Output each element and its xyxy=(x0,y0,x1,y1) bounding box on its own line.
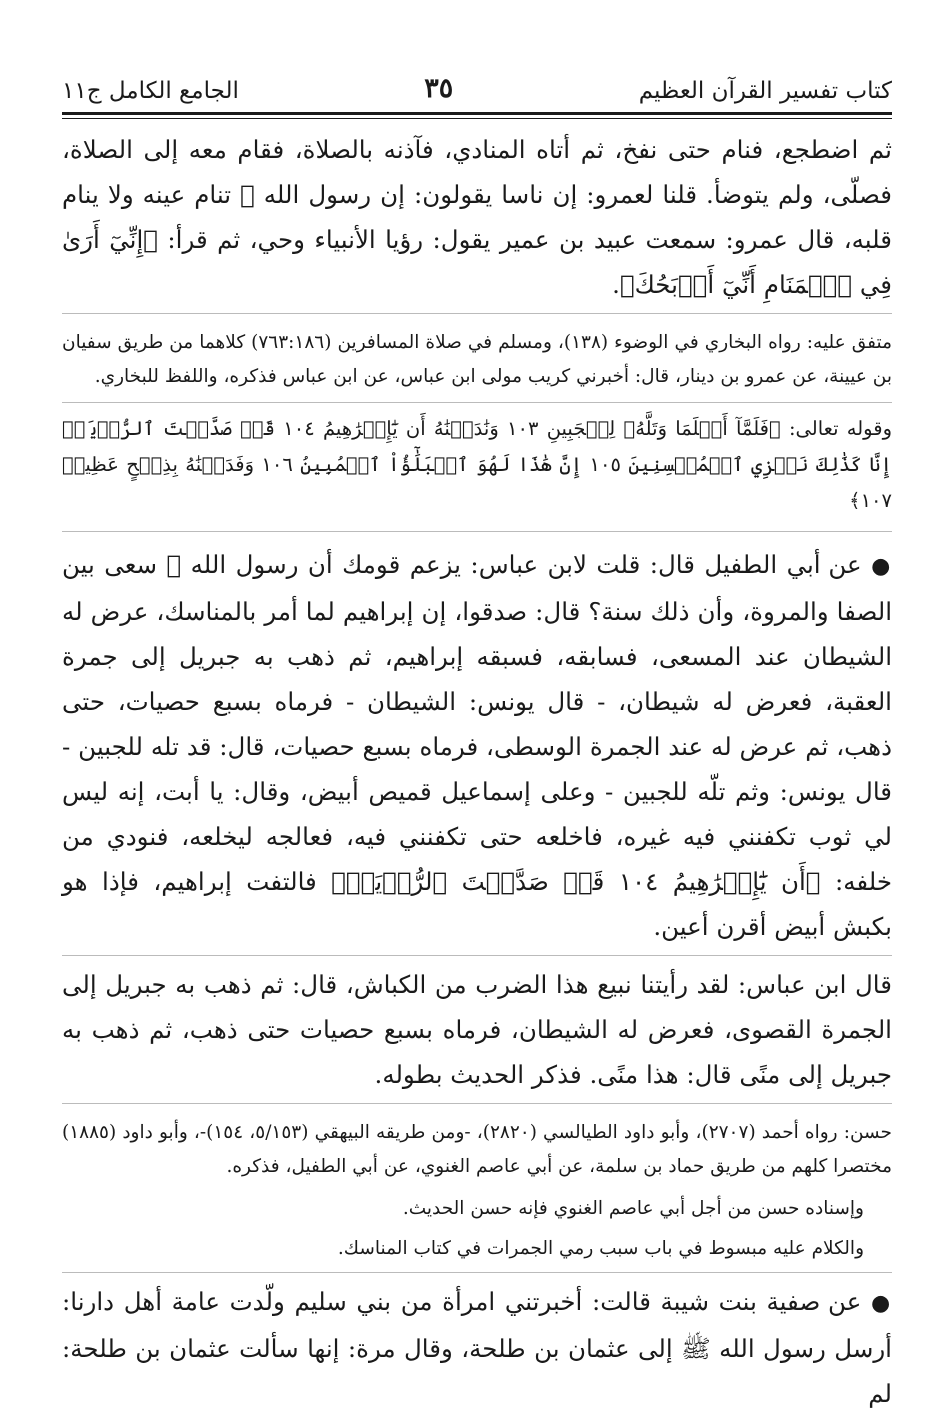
quran-verse-block: وقوله تعالى: ﴿فَلَمَّآ أَسۡلَمَا وَتَلَّهُۥ لِلۡجَبِينِ ١٠٣ وَنَٰدَيۡنَٰهُ أَن يَٰٓإِبۡرَٰهِيمُ ١٠٤ قَدۡ صَدَّقۡتَ ٱلرُّءۡيَآۚ إِنَّا كَذَٰلِكَ نَجۡزِي ٱلۡمُحۡسِنِينَ ١٠٥ إِنَّ هَٰذَا لَهُوَ ٱلۡبَلَٰٓؤُاْ ٱلۡمُبِينُ ١٠٦ وَفَدَيۡنَٰهُ بِذِبۡحٍ عَظِيمٖ ١٠٧﴾ xyxy=(62,417,892,512)
paragraph-hadith-safiyya xyxy=(62,1279,892,1416)
bullet-icon: ● xyxy=(870,1291,892,1316)
header-rule-thin xyxy=(62,118,892,119)
paragraph-hadith-abu-tufayl xyxy=(62,542,892,949)
takhrij-note-1: متفق عليه: رواه البخاري في الوضوء (١٣٨)، ومسلم في صلاة المسافرين (٧٦٣:١٨٦) كلاهما من طريق سفيان بن عيينة، عن عمرو بن دينار، قال: أخبرني كريب مولى ابن عباس، عن ابن عباس فذكره، واللفظ للبخاري. xyxy=(62,332,892,387)
book-title: كتاب تفسير القرآن العظيم xyxy=(638,78,892,104)
paragraph-ibn-abbas: قال ابن عباس: لقد رأيتنا نبيع هذا الضرب من الكباش، قال: ثم ذهب به جبريل إلى الجمرة القصوى، فعرض له الشيطان، فرماه بسبع حصيات حتى ذهب، ثم ذهب به جبريل إلى منًى قال: هذا منًى. فذكر الحديث بطوله. xyxy=(62,970,892,1089)
takhrij-note-2: حسن: رواه أحمد (٢٧٠٧)، وأبو داود الطيالسي (٢٨٢٠)، -ومن طريقه البيهقي (٥/١٥٣، ١٥٤)-، وأبو داود (١٨٨٥) مختصرا كلهم من طريق حماد بن سلمة، عن أبي عاصم الغنوي، عن أبي الطفيل، فذكره. xyxy=(62,1122,892,1177)
volume-title: الجامع الكامل ج١١ xyxy=(62,78,239,104)
isnad-note: وإسناده حسن من أجل أبي عاصم الغنوي فإنه حسن الحديث. xyxy=(402,1198,864,1219)
hadith-text: عن أبي الطفيل قال: قلت لابن عباس: يزعم قومك أن رسول الله ﷺ سعى بين الصفا والمروة، وأن ذلك سنة؟ قال: صدقوا، إن إبراهيم لما أمر بالمناسك، عرض له الشيطان عند المسعى، فسابقه، فسبقه إبراهيم، ثم ذهب به جبريل إلى جمرة العقبة، فعرض له شيطان، - قال يونس: الشيطان - فرماه بسبع حصيات، حتى ذهب، ثم عرض له عند الجمرة الوسطى، فرماه بسبع حصيات، قال: قد تله للجبين - قال يونس: وثم تلّه للجبين - وعلى إسماعيل قميص أبيض، وقال: يا أبت، إنه ليس لي ثوب تكفنني فيه غيره، فاخلعه حتى تكفنني فيه، فعالجه ليخلعه، فنودي من خلفه: ﴿أَن يَٰٓإِبۡرَٰهِيمُ ١٠٤ قَدۡ صَدَّقۡتَ ٱلرُّءۡيَآۚ﴾ فالتفت إبراهيم، فإذا هو بكبش أبيض أقرن أعين. xyxy=(62,550,892,941)
page-header xyxy=(62,40,892,104)
header-rule-thick xyxy=(62,112,892,115)
divider xyxy=(62,1103,892,1104)
page-number: ٣٥ xyxy=(424,73,454,104)
divider xyxy=(62,531,892,532)
hadith-text: عن صفية بنت شيبة قالت: أخبرتني امرأة من بني سليم ولّدت عامة أهل دارنا: أرسل رسول الله ﷺ إلى عثمان بن طلحة، وقال مرة: إنها سألت عثمان بن طلحة: لم xyxy=(62,1287,892,1408)
paragraph-hadith-continuation: ثم اضطجع، فنام حتى نفخ، ثم أتاه المنادي، فآذنه بالصلاة، فقام معه إلى الصلاة، فصلّى، ولم يتوضأ. قلنا لعمرو: إن ناسا يقولون: إن رسول الله ﷺ تنام عينه ولا ينام قلبه، قال عمرو: سمعت عبيد بن عمير يقول: رؤيا الأنبياء وحي، ثم قرأ: ﴿إِنِّيٓ أَرَىٰ فِي ٱلۡمَنَامِ أَنِّيٓ أَذۡبَحُكَ﴾. xyxy=(62,135,892,299)
reference-note: والكلام عليه مبسوط في باب سبب رمي الجمرات في كتاب المناسك. xyxy=(337,1238,864,1259)
divider xyxy=(62,1272,892,1273)
divider xyxy=(62,402,892,403)
page xyxy=(62,40,892,1416)
divider xyxy=(62,955,892,956)
bullet-icon: ● xyxy=(871,554,892,579)
divider xyxy=(62,313,892,314)
